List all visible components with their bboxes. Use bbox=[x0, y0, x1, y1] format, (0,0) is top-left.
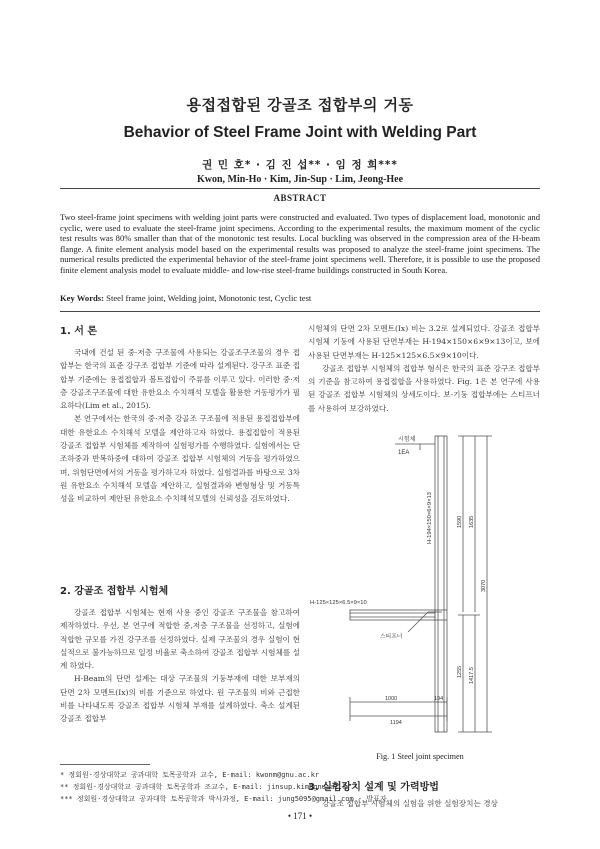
stiffener-leader bbox=[408, 612, 428, 632]
figure-1-caption: Fig. 1 Steel joint specimen bbox=[376, 752, 464, 761]
right-column-paragraph-2: 강골조 접합부 시험체의 접합부 형식은 한국의 표준 강구조 접합부의 기준을 참고하여 용접접합을 사용하였다. Fig. 1은 본 연구에 사용된 강골조 접합부 시험체의 상세도이다. 보-기둥 접합부에는 스티프너를 사용하여 보강하였다. bbox=[308, 363, 540, 413]
section-3-paragraph-1: 강골조 접합부 시험체의 실험을 위한 실험장치는 경상 bbox=[322, 799, 498, 808]
abstract-text: Two steel-frame joint specimens with welding joint parts were constructed and evaluated. Two types of displacement load, monotonic and cyclic, were used to evaluate the steel-frame joint specimens. According to the experimental results, the maximum moment of the cyclic test results was 80% smaller than that of the monotonic test results. Local buckling was observed in the compression area of the H-beam flange. A finite element analysis model based on the experimental results was proposed to analyze the steel-frame joint specimens. The numerical results predicted the experimental behavior of the steel-frame joint specimens well. Therefore, it is possible to use the proposed finite element analysis model to evaluate middle- and low-rise steel-frame buildings constructed in South Korea. bbox=[60, 212, 540, 275]
section-2-paragraph-1: 강골조 접합부 시험체는 현재 사용 중인 강골조 구조물을 참고하여 제작하였다. 우선, 본 연구에 적합한 중,저층 구조물을 선정하고, 실험에 적합한 규모를 가진 강구조를 선정하였다. 실제 구조물의 경우 실험이 현실적으로 불가능하므로 일정 비율로 축소하여 강골조 접합부 시험체를 설계 하였다. bbox=[60, 608, 300, 671]
footnote-1: * 정회원·경상대학교 공과대학 토목공학과 교수, E-mail: kwonm@gnu.ac.kr bbox=[60, 771, 320, 779]
keywords bbox=[60, 293, 540, 303]
section-2-heading: 2. 강골조 접합부 시험체 bbox=[60, 586, 169, 597]
section-1-heading: 1. 서 론 bbox=[60, 326, 98, 337]
dimension-194: 194 bbox=[434, 696, 444, 702]
section-1-paragraph-1: 국내에 건설 된 중·저층 구조물에 사용되는 강골조구조물의 경우 접합부는 한국의 표준 강구조 접합부 기준에 따라 설계된다. 강구조 표준 접합부 기준에는 용접접합과 볼트접합이 주류를 이루고 있다. 이러한 중·저층 강골조구조물에 대한 유한요소 수치해석 모델을 활용한 거동평가가 필요하다(Lim et al., 2015). bbox=[60, 348, 300, 411]
dimension-1194: 1194 bbox=[390, 720, 402, 726]
dimension-1000: 1000 bbox=[385, 696, 398, 702]
authors-english: Kwon, Min-Ho · Kim, Jin-Sup · Lim, Jeong-Hee bbox=[196, 174, 404, 185]
footnote-3: *** 정회원·경상대학교 공과대학 토목공학과 박사과정, E-mail: jung5095@gmail.com - 발표자 bbox=[60, 795, 387, 803]
abstract-heading: ABSTRACT bbox=[273, 193, 327, 203]
dimension-1590: 1590 bbox=[457, 515, 463, 528]
beam-outline bbox=[350, 610, 435, 620]
section-3-heading: 3. 실험장치 설계 및 가력방법 bbox=[308, 782, 439, 793]
column-outline bbox=[435, 436, 447, 732]
figure-label-column: H-194×150×6×9×13 bbox=[427, 492, 433, 544]
keywords-label: Key Words: bbox=[60, 293, 105, 303]
section-1-paragraph-2: 본 연구에서는 한국의 중·저층 강골조 구조물에 적용된 용접접합부에 대한 유한요소 수치해석 모델을 제안하고자 하였다. 용접접합이 적용된 강골조 접합부 시험체를 제작하여 실험평가를 수행하였다. 실험에서는 단조하중과 반복하중에 대하여 강골조 접합부 시험체의 거동을 평가하였으며, 위험단면에서의 거동을 평가하고자 하였다. 실험결과를 바탕으로 3차원 유한요소 수치해석 모델을 제안하고, 실험결과와 변형형상 및 거동특성을 비교하여 제안된 유한요소 수치해석모델의 신뢰성을 검토하였다. bbox=[60, 414, 300, 504]
dimension-1635: 1635 bbox=[469, 515, 475, 528]
section-2-paragraph-2: H-Beam의 단면 설계는 대상 구조물의 기둥부재에 대한 보부재의 단면 2차 모멘트(Ix)의 비를 기준으로 하였다. 원 구조물의 비와 근접한 비를 나타내도록 강골조 접합부 시험체 부재를 설계하였다. 축소 설계된 강골조 접합부 bbox=[60, 674, 300, 724]
footnote-rule bbox=[60, 764, 150, 765]
figure-label-ea: 1EA bbox=[398, 450, 410, 456]
authors-korean: 권 민 호* · 김 진 섭** · 임 정 희*** bbox=[202, 159, 398, 171]
dimension-3070: 3070 bbox=[481, 579, 487, 592]
abstract-bottom-rule bbox=[60, 311, 540, 312]
abstract-top-rule bbox=[60, 188, 540, 189]
dimension-1417: 1417.5 bbox=[469, 667, 475, 684]
figure-label-beam: H-125×125×6.5×9×10 bbox=[310, 600, 367, 606]
figure-label-specimen: 시험체 bbox=[398, 437, 416, 443]
footnote-2: ** 정회원·경상대학교 공과대학 토목공학과 조교수, E-mail: jinsup.kim@gnu.ac.kr bbox=[60, 783, 352, 791]
page-number: • 171 • bbox=[287, 811, 313, 821]
keywords-text: Steel frame joint, Welding joint, Monotonic test, Cyclic test bbox=[106, 293, 312, 303]
title-korean: 용접접합된 강골조 접합부의 거동 bbox=[186, 96, 414, 114]
dimension-1255: 1255 bbox=[457, 665, 463, 678]
figure-1-drawing bbox=[310, 432, 540, 742]
right-column-paragraph-1: 시험체의 단면 2차 모멘트(Ix) 비는 3.2로 설계되었다. 강골조 접합부 시험체 기둥에 사용된 단면부재는 H-194×150×6×9×13이고, 보에 사용된 단면부재는 H-125×125×6.5×9×10이다. bbox=[308, 324, 540, 360]
figure-label-stiffener: 스티프너 bbox=[380, 634, 403, 640]
title-english: Behavior of Steel Frame Joint with Welding Part bbox=[123, 124, 477, 141]
